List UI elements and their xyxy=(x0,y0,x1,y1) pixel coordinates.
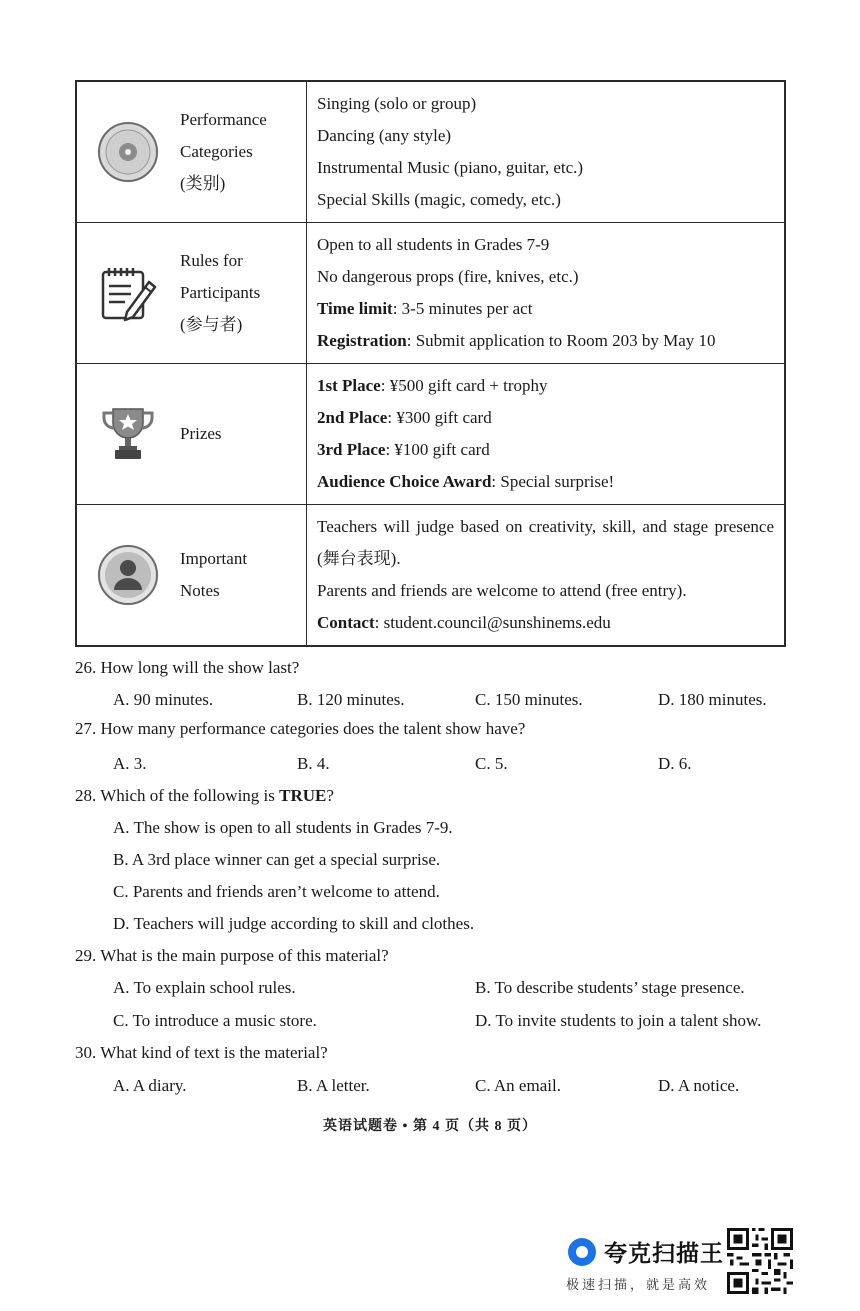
answer-option: D. A notice. xyxy=(658,1076,740,1095)
content-line: Open to all students in Grades 7-9 xyxy=(317,235,550,254)
answer-option: C. An email. xyxy=(475,1076,561,1095)
content-line: Special Skills (magic, comedy, etc.) xyxy=(317,190,561,209)
row-label-cell xyxy=(76,81,307,223)
content-line: Registration: Submit application to Room 203 by May 10 xyxy=(317,331,716,350)
answer-option: B. 4. xyxy=(297,754,330,773)
row-label-cell xyxy=(76,223,307,364)
label-line: Performance xyxy=(180,110,267,129)
label-line: Important xyxy=(180,549,248,568)
question-stem: 30. What kind of text is the material? xyxy=(75,1043,328,1062)
answer-option: C. 150 minutes. xyxy=(475,690,583,709)
answer-option: D. 180 minutes. xyxy=(658,690,767,709)
answer-option: A. To explain school rules. xyxy=(113,978,296,997)
label-line: Categories xyxy=(180,142,253,161)
answer-option: B. 120 minutes. xyxy=(297,690,405,709)
trophy-icon xyxy=(97,403,159,465)
question-stem: 28. Which of the following is TRUE? xyxy=(75,786,334,805)
answer-option: B. A 3rd place winner can get a special surprise. xyxy=(113,850,441,869)
answer-option: A. The show is open to all students in Grades 7-9. xyxy=(113,818,453,837)
answer-option: D. 6. xyxy=(658,754,692,773)
table-row-prizes xyxy=(76,364,785,505)
content-line: Teachers will judge based on creativity, skill, and stage presence (舞台表现). xyxy=(317,517,774,568)
answer-option: B. A letter. xyxy=(297,1076,370,1095)
table-row-rules xyxy=(76,223,785,364)
scanner-watermark xyxy=(564,1230,724,1300)
question-stem: 29. What is the main purpose of this material? xyxy=(75,946,389,965)
content-line: 1st Place: ¥500 gift card + trophy xyxy=(317,376,548,395)
answer-option: C. To introduce a music store. xyxy=(113,1011,317,1030)
answer-option: A. A diary. xyxy=(113,1076,187,1095)
info-table xyxy=(75,80,786,647)
row-content-cell xyxy=(307,223,786,364)
page-footer: 英语试题卷 • 第 4 页（共 8 页） xyxy=(323,1119,537,1134)
table-row-notes xyxy=(76,505,785,647)
notepad-pencil-icon xyxy=(97,262,159,324)
content-line: Contact: student.council@sunshinems.edu xyxy=(317,613,611,632)
label-line: Participants xyxy=(180,283,261,302)
row-label xyxy=(180,543,247,607)
row-content-cell xyxy=(307,81,786,223)
content-line: Audience Choice Award: Special surprise! xyxy=(317,472,615,491)
row-label xyxy=(180,245,260,341)
person-icon xyxy=(97,544,159,606)
content-line: Parents and friends are welcome to attend (free entry). xyxy=(317,581,687,600)
label-line: Prizes xyxy=(180,424,222,443)
content-line: 3rd Place: ¥100 gift card xyxy=(317,440,490,459)
answer-option: C. 5. xyxy=(475,754,508,773)
answer-option: B. To describe students’ stage presence. xyxy=(475,978,745,997)
content-line: 2nd Place: ¥300 gift card xyxy=(317,408,492,427)
content-line: Dancing (any style) xyxy=(317,126,452,145)
label-line: Rules for xyxy=(180,251,243,270)
label-line: Notes xyxy=(180,581,220,600)
answer-option: A. 3. xyxy=(113,754,147,773)
brand-slogan: 极速扫描，就是高效 xyxy=(566,1278,711,1293)
label-line: (类别) xyxy=(180,174,226,193)
disc-icon xyxy=(97,121,159,183)
brand-name: 夸克扫描王 xyxy=(604,1241,724,1267)
row-label xyxy=(180,104,267,200)
row-content-cell xyxy=(307,364,786,505)
row-content-cell xyxy=(307,505,786,647)
question-stem: 26. How long will the show last? xyxy=(75,658,300,677)
answer-option: D. Teachers will judge according to skill and clothes. xyxy=(113,914,475,933)
content-line: Instrumental Music (piano, guitar, etc.) xyxy=(317,158,584,177)
content-line: No dangerous props (fire, knives, etc.) xyxy=(317,267,579,286)
answer-option: C. Parents and friends aren’t welcome to attend. xyxy=(113,882,440,901)
row-label-cell xyxy=(76,505,307,647)
scanner-logo-icon xyxy=(568,1238,596,1266)
qr-code-icon xyxy=(727,1228,793,1294)
answer-option: A. 90 minutes. xyxy=(113,690,214,709)
row-label-cell xyxy=(76,364,307,505)
answer-option: D. To invite students to join a talent show. xyxy=(475,1011,762,1030)
table-row-categories xyxy=(76,81,785,223)
question-stem: 27. How many performance categories does the talent show have? xyxy=(75,719,526,738)
content-line: Time limit: 3-5 minutes per act xyxy=(317,299,533,318)
label-line: (参与者) xyxy=(180,315,243,334)
content-line: Singing (solo or group) xyxy=(317,94,477,113)
row-label xyxy=(180,418,222,450)
